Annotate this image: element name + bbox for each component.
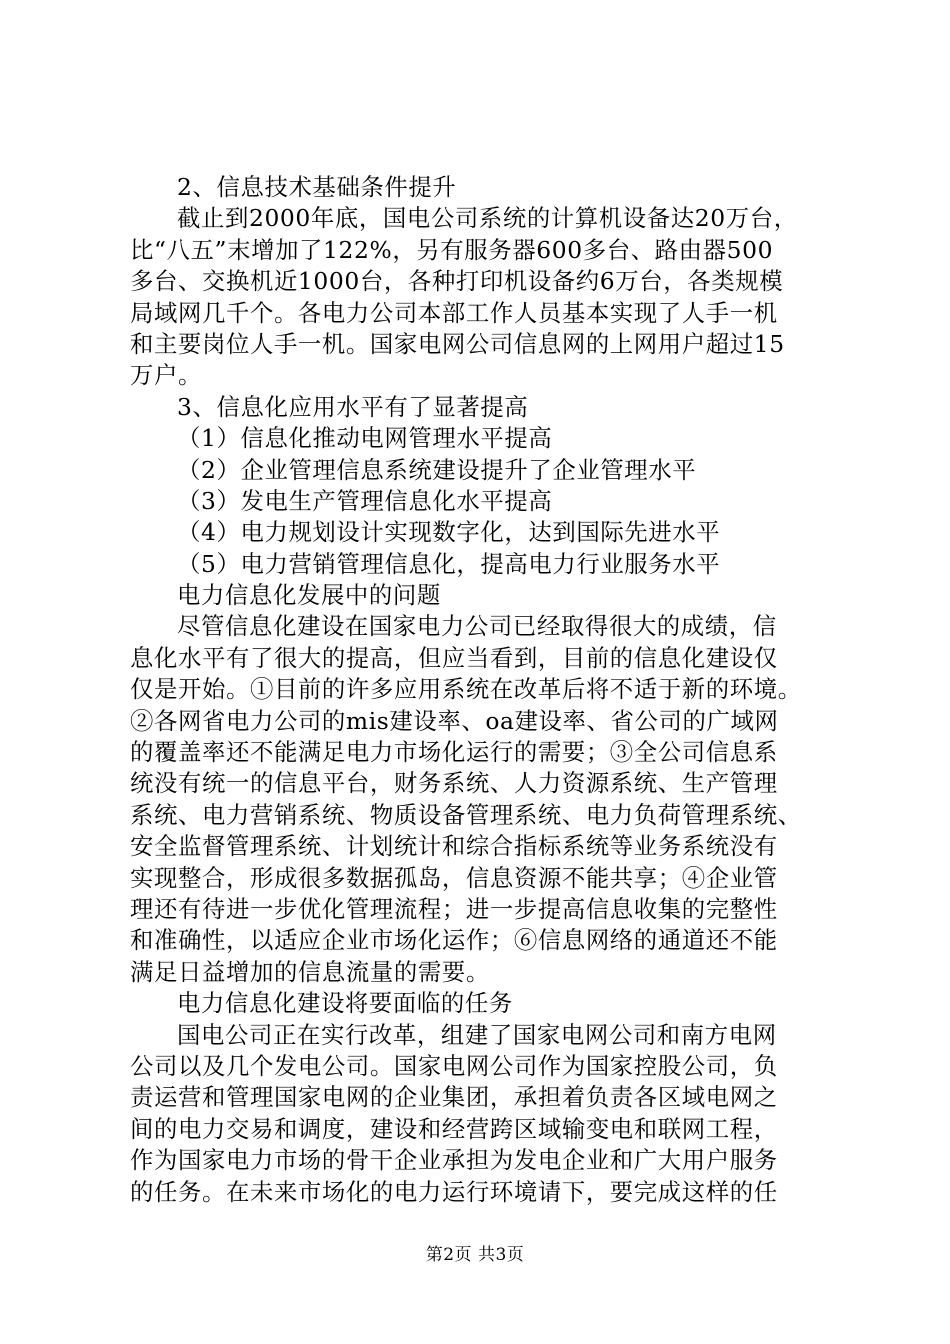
paragraph-line: 万户。 (130, 361, 202, 390)
list-item: （5）电力营销管理信息化，提高电力行业服务水平 (177, 549, 721, 578)
paragraph-line: 的覆盖率还不能满足电力市场化运行的需要；③全公司信息系 (130, 738, 778, 767)
paragraph-line: 息化水平有了很大的提高，但应当看到，目前的信息化建设仅 (130, 643, 778, 672)
section-heading: 电力信息化发展中的问题 (177, 581, 441, 610)
list-item: （2）企业管理信息系统建设提升了企业管理水平 (177, 455, 697, 484)
document-body (130, 172, 836, 1208)
list-item: （1）信息化推动电网管理水平提高 (177, 424, 553, 453)
paragraph-line: 比“八五”末增加了122%，另有服务器600多台、路由器500 (130, 235, 774, 264)
paragraph-line: 尽管信息化建设在国家电力公司已经取得很大的成绩，信 (177, 612, 777, 641)
list-item: （3）发电生产管理信息化水平提高 (177, 486, 553, 515)
paragraph-line: 和主要岗位人手一机。国家电网公司信息网的上网用户超过15 (130, 329, 785, 358)
paragraph-line: 理还有待进一步优化管理流程；进一步提高信息收集的完整性 (130, 894, 778, 923)
paragraph-line: 责运营和管理国家电网的企业集团，承担着负责各区域电网之 (130, 1083, 778, 1112)
paragraph-line: 仅是开始。①目前的许多应用系统在改革后将不适于新的环境。 (130, 675, 802, 704)
paragraph-line: 实现整合，形成很多数据孤岛，信息资源不能共享；④企业管 (130, 863, 778, 892)
list-item: （4）电力规划设计实现数字化，达到国际先进水平 (177, 518, 721, 547)
section-heading: 电力信息化建设将要面临的任务 (177, 989, 513, 1018)
paragraph-line: 统没有统一的信息平台，财务系统、人力资源系统、生产管理 (130, 769, 778, 798)
paragraph-line: 系统、电力营销系统、物质设备管理系统、电力负荷管理系统、 (130, 800, 802, 829)
paragraph-line: 国电公司正在实行改革，组建了国家电网公司和南方电网 (177, 1020, 777, 1049)
paragraph-line: 的任务。在未来市场化的电力运行环境请下，要完成这样的任 (130, 1177, 778, 1206)
paragraph-line: 安全监督管理系统、计划统计和综合指标系统等业务系统没有 (130, 832, 778, 861)
paragraph-line: 多台、交换机近1000台，各种打印机设备约6万台，各类规模 (130, 267, 784, 296)
paragraph-line: 满足日益增加的信息流量的需要。 (130, 957, 490, 986)
paragraph-line: 和准确性，以适应企业市场化运作；⑥信息网络的通道还不能 (130, 926, 778, 955)
paragraph-line: 公司以及几个发电公司。国家电网公司作为国家控股公司，负 (130, 1051, 778, 1080)
section-heading: 3、信息化应用水平有了显著提高 (177, 392, 529, 421)
paragraph-line: 局域网几千个。各电力公司本部工作人员基本实现了人手一机 (130, 298, 778, 327)
paragraph-line: ②各网省电力公司的mis建设率、oa建设率、省公司的广域网 (130, 706, 779, 735)
paragraph-line: 间的电力交易和调度，建设和经营跨区域输变电和联网工程， (130, 1114, 778, 1143)
paragraph-line: 作为国家电力市场的骨干企业承担为发电企业和广大用户服务 (130, 1146, 778, 1175)
page-footer: 第2页 共3页 (425, 1245, 525, 1265)
section-heading: 2、信息技术基础条件提升 (177, 173, 457, 201)
paragraph-line: 截止到2000年底，国电公司系统的计算机设备达20万台， (177, 204, 798, 233)
